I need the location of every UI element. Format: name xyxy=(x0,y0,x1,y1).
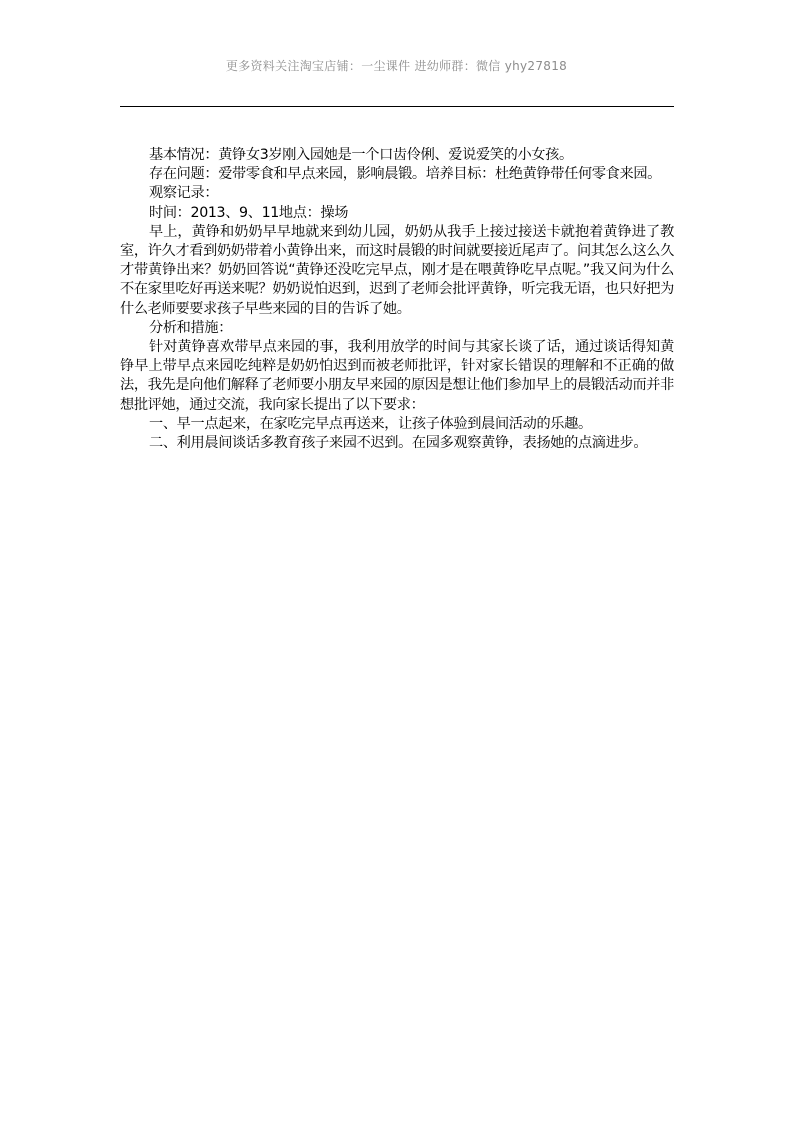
paragraph-requirement-two: 二、利用晨间谈话多教育孩子来园不迟到。在园多观察黄铮，表扬她的点滴进步。 xyxy=(149,435,648,452)
document-body xyxy=(120,146,674,453)
paragraph-problem-goal: 存在问题：爱带零食和早点来园，影响晨锻。培养目标：杜绝黄铮带任何零食来园。 xyxy=(149,166,661,183)
paragraph-time-place: 时间：2013、9、11地点：操场 xyxy=(149,204,349,221)
header-divider xyxy=(120,106,674,107)
paragraph-basic-info: 基本情况：黄铮女3岁刚入园她是一个口齿伶俐、爱说爱笑的小女孩。 xyxy=(149,147,573,163)
paragraph-analysis-body: 针对黄铮喜欢带早点来园的事，我利用放学的时间与其家长谈了话，通过谈话得知黄铮早上带早点来园吃纯粹是奶奶怕迟到而被老师批评，针对家长错误的理解和不正确的做法，我先是向他们解释了老师要小朋友早来园的原因是想让他们参加早上的晨锻活动而并非想批评她，通过交流，我向家长提出了以下要求： xyxy=(120,339,674,413)
paragraph-observation-record: 早上，黄铮和奶奶早早地就来到幼儿园，奶奶从我手上接过接送卡就抱着黄铮进了教室，许久才看到奶奶带着小黄铮出来，而这时晨锻的时间就要接近尾声了。问其怎么这么久才带黄铮出来？奶奶回答说“黄铮还没吃完早点，刚才是在喂黄铮吃早点呢。”我又问为什么不在家里吃好再送来呢？奶奶说怕迟到，迟到了老师会批评黄铮，听完我无语，也只好把为什么老师要要求孩子早些来园的目的告诉了她。 xyxy=(120,223,674,317)
paragraph-analysis-heading: 分析和措施： xyxy=(149,319,233,336)
paragraph-observation-heading: 观察记录： xyxy=(149,185,219,202)
page-header: 更多资料关注淘宝店铺：一尘课件 进幼师群：微信 yhy27818 xyxy=(225,59,568,73)
paragraph-requirement-one: 一、早一点起来，在家吃完早点再送来，让孩子体验到晨间活动的乐趣。 xyxy=(149,415,592,432)
